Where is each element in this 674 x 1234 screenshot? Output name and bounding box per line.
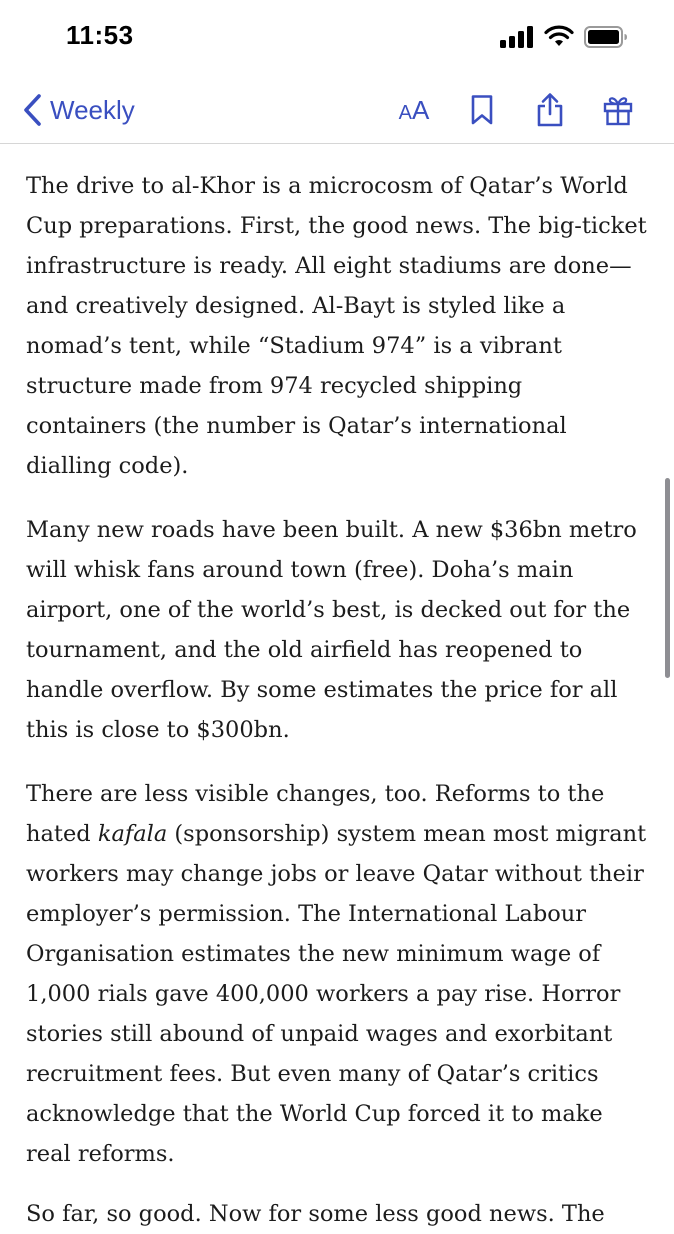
battery-icon [584, 26, 628, 48]
chevron-left-icon [22, 93, 44, 127]
nav-divider [0, 143, 674, 144]
nav-bar [0, 78, 674, 142]
article-paragraph: Many new roads have been built. A new $36bn metro will whisk fans around town (free). Doha’s main airport, one of the world’s best, is decked out for the tournament, and the old airfield has reopened to handle overflow. By some estimates the price for all this is close to $300bn. [26, 517, 637, 743]
status-bar [0, 0, 674, 78]
article-body [26, 166, 648, 1227]
share-icon [535, 92, 565, 128]
paragraph-text: (sponsorship) system mean most migrant workers may change jobs or leave Qatar without their employer’s permission. The International Labour Organisation estimates the new minimum wage of 1,000 rials gave 400,000 workers a pay rise. Horror stories still abound of unpaid wages and exorbitant recruitment fees. But even many of Qatar’s critics acknowledge that the World Cup forced it to make real reforms. [26, 821, 647, 1167]
gift-button[interactable] [598, 88, 638, 132]
bookmark-icon [470, 94, 494, 126]
gift-icon [602, 94, 634, 126]
text-size-small-label: A [398, 102, 412, 124]
back-button[interactable] [22, 88, 135, 132]
status-time: 11:53 [66, 20, 134, 50]
paragraph-text: There are less visible changes, too. Reforms to the hated [26, 781, 605, 847]
text-size-button[interactable] [394, 88, 434, 132]
wifi-icon [544, 26, 574, 48]
share-button[interactable] [530, 88, 570, 132]
text-size-icon [399, 97, 430, 123]
italic-term: kafala [97, 821, 168, 847]
article-paragraph-partial: So far, so good. Now for some less good news. The [26, 1201, 605, 1227]
text-size-large-label: A [412, 95, 430, 125]
article-paragraph: The drive to al-Khor is a microcosm of Qatar’s World Cup preparations. First, the good news. The big-ticket infrastructure is ready. All eight stadiums are done—and creatively designed. Al-Bayt is styled like a nomad’s tent, while “Stadium 974” is a vibrant structure made from 974 recycled shipping containers (the number is Qatar’s international dialling code). [26, 173, 647, 479]
status-icons [500, 26, 628, 48]
article-paragraph [26, 774, 648, 1174]
cellular-signal-icon [500, 26, 534, 48]
scroll-indicator[interactable] [665, 478, 670, 678]
back-label: Weekly [50, 94, 135, 125]
bookmark-button[interactable] [462, 88, 502, 132]
